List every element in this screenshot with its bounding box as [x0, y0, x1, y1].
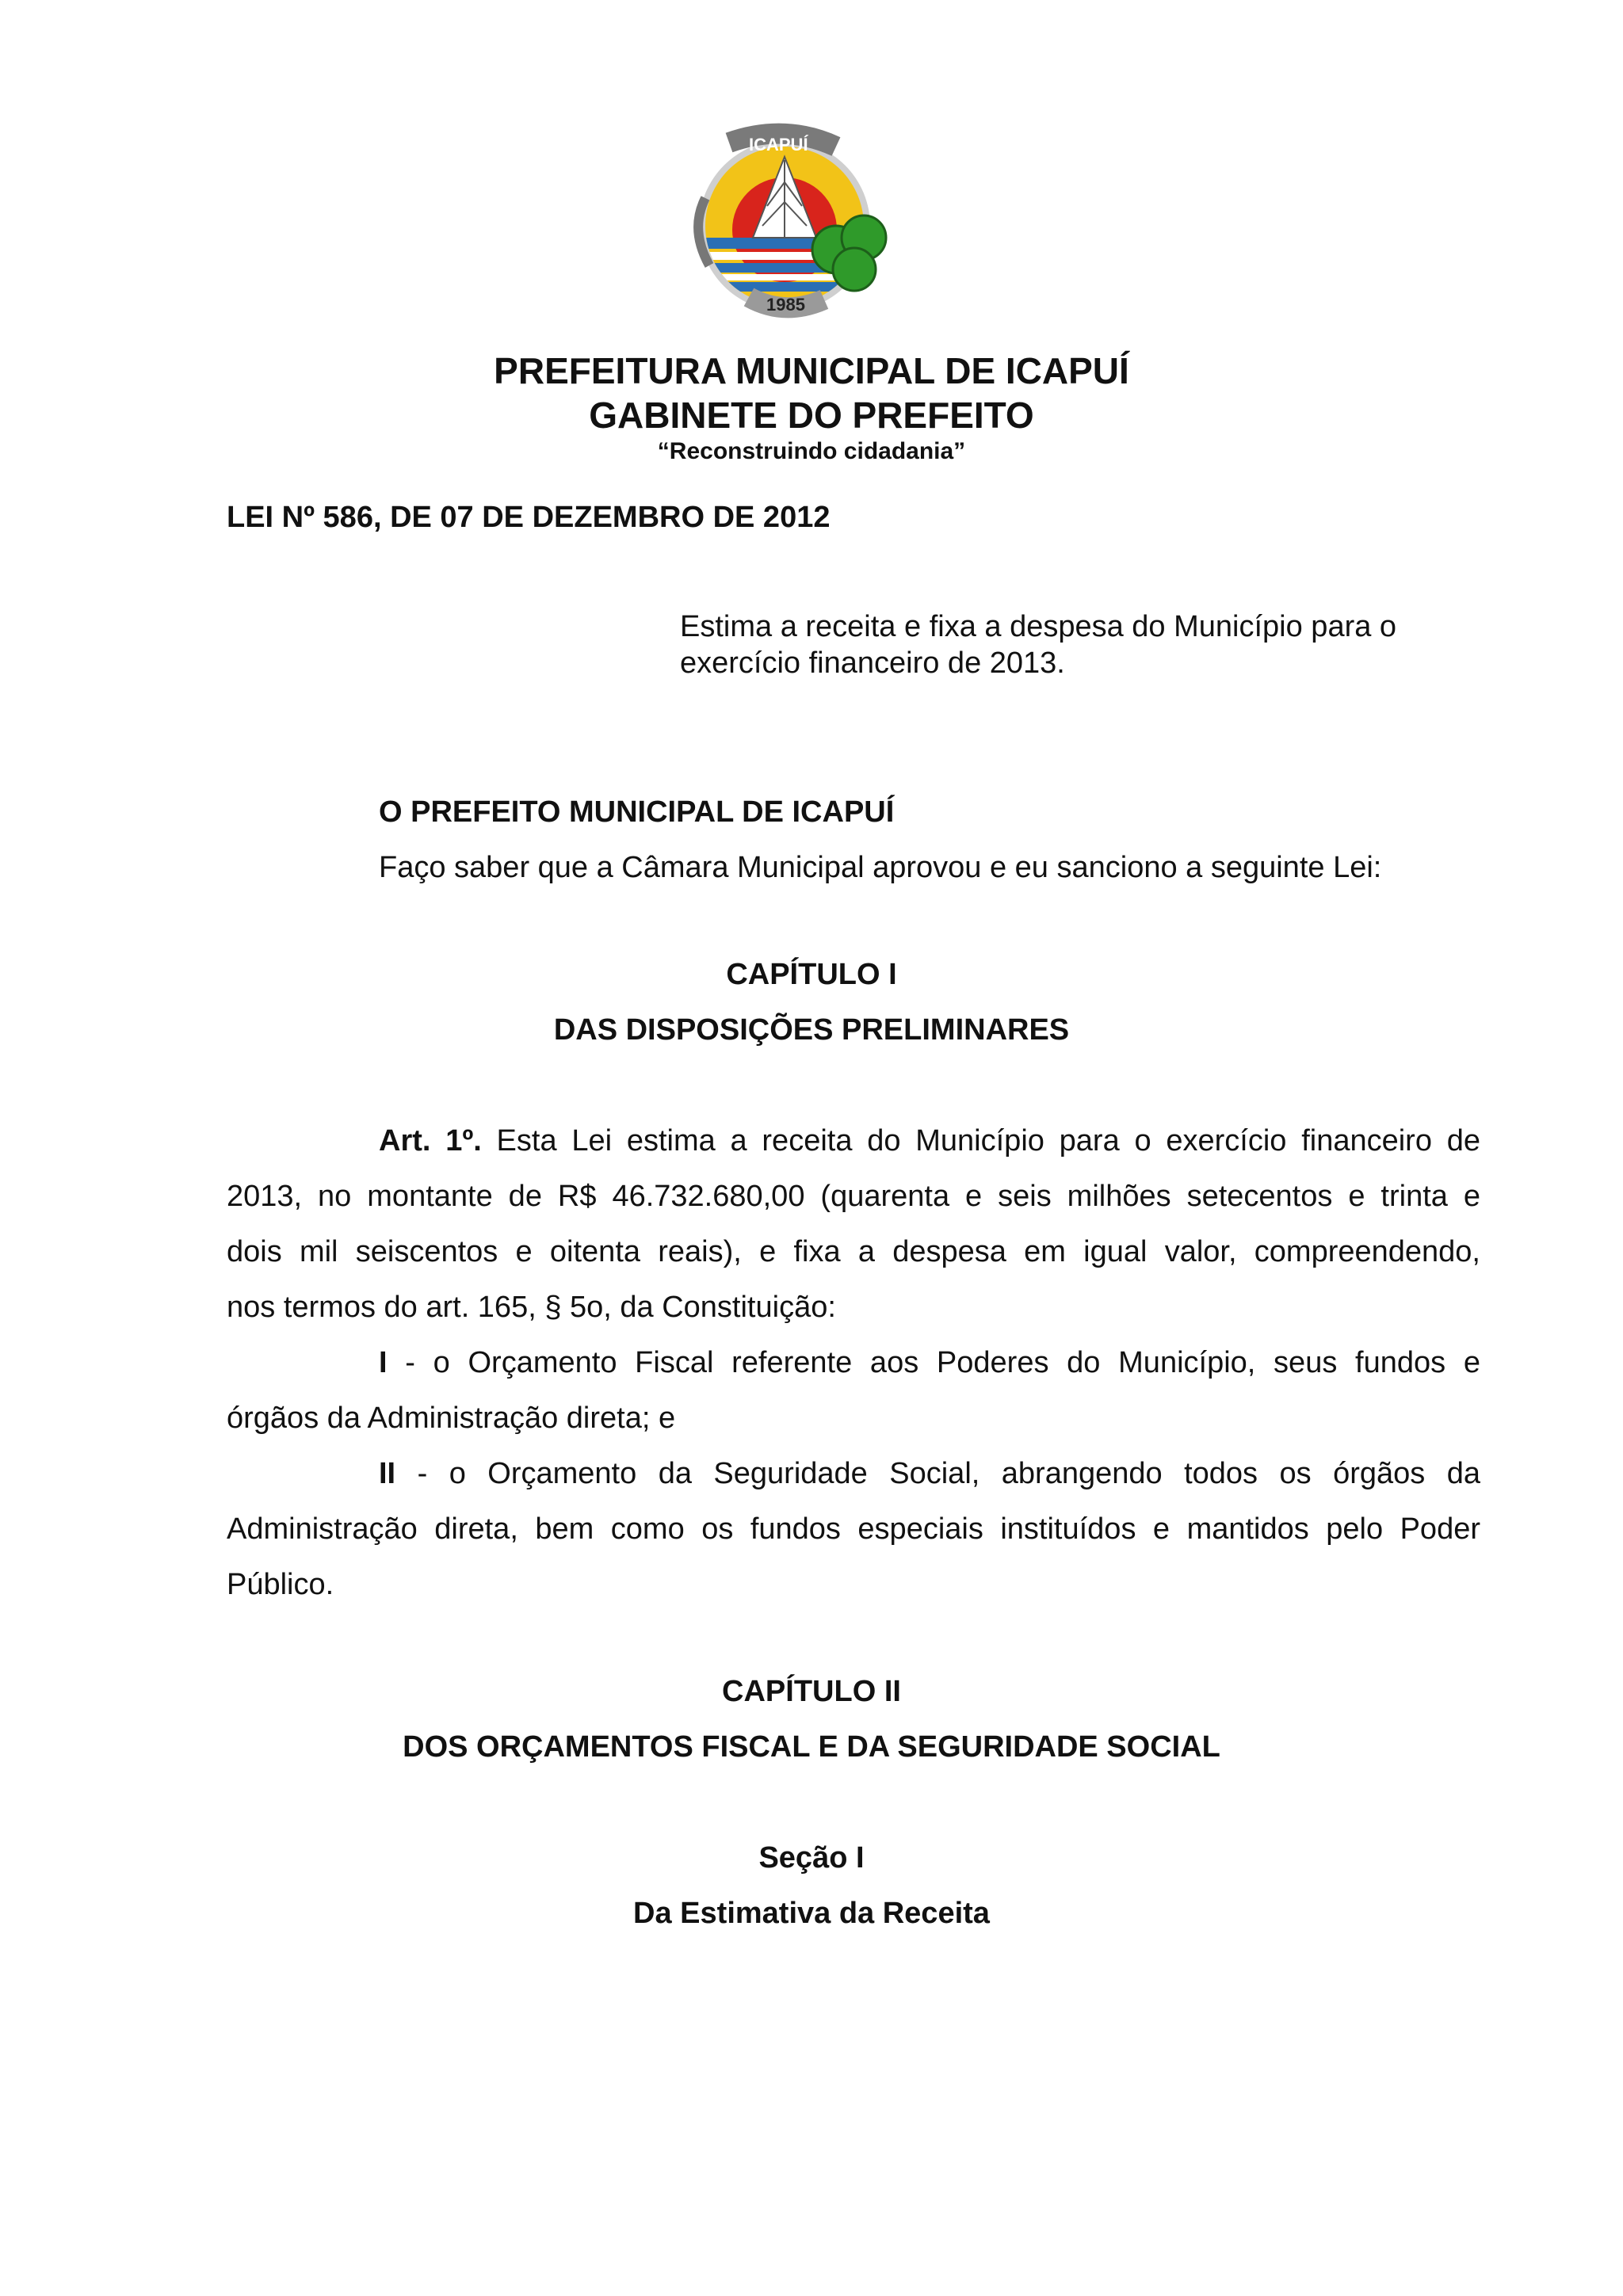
ementa-line-1: Estima a receita e fixa a despesa do Município para o [680, 610, 1397, 643]
item-2-label: II [379, 1457, 396, 1490]
article-1-item-1-line-2: órgãos da Administração direta; e [227, 1402, 676, 1435]
article-1 [227, 1113, 1480, 1612]
header-subtitle: GABINETE DO PREFEITO [589, 395, 1034, 436]
section-1-title: Da Estimativa da Receita [633, 1897, 990, 1930]
article-1-line-1: Art. 1º. Esta Lei estima a receita do Município para o exercício financeiro de [379, 1124, 1480, 1158]
article-1-item-1-line-1: I - o Orçamento Fiscal referente aos Poderes do Município, seus fundos e [379, 1346, 1480, 1379]
article-1-line-2: 2013, no montante de R$ 46.732.680,00 (quarenta e seis milhões setecentos e trinta e [227, 1180, 1480, 1213]
article-1-line-4: nos termos do art. 165, § 5o, da Constituição: [227, 1291, 836, 1324]
article-1-item-2-line-1: II - o Orçamento da Seguridade Social, abrangendo todos os órgãos da [379, 1457, 1481, 1490]
law-ementa [680, 608, 1480, 681]
header-title: PREFEITURA MUNICIPAL DE ICAPUÍ [494, 350, 1129, 391]
article-1-item-2-line-2: Administração direta, bem como os fundos especiais instituídos e mantidos pelo Poder [227, 1512, 1480, 1546]
ementa-line-2: exercício financeiro de 2013. [680, 646, 1065, 680]
logo-text-bottom: 1985 [766, 295, 805, 315]
municipal-coat-of-arms-logo [674, 119, 911, 325]
chapter-2-number: CAPÍTULO II [722, 1675, 901, 1708]
section-1-number: Seção I [758, 1841, 865, 1875]
preamble-authority: O PREFEITO MUNICIPAL DE ICAPUÍ [379, 795, 895, 829]
chapter-2-title: DOS ORÇAMENTOS FISCAL E DA SEGURIDADE SOCIAL [403, 1730, 1220, 1764]
article-1-label: Art. 1º. [379, 1124, 482, 1158]
header-motto: “Reconstruindo cidadania” [657, 438, 966, 464]
preamble-sanction: Faço saber que a Câmara Municipal aprovou e eu sanciono a seguinte Lei: [379, 851, 1382, 884]
logo-text-top: ICAPUÍ [749, 135, 808, 154]
chapter-1-title: DAS DISPOSIÇÕES PRELIMINARES [553, 1013, 1070, 1047]
article-1-item-2-line-3: Público. [227, 1568, 334, 1601]
item-1-label: I [379, 1346, 388, 1379]
chapter-1-number: CAPÍTULO I [726, 958, 897, 991]
law-title: LEI Nº 586, DE 07 DE DEZEMBRO DE 2012 [227, 501, 831, 534]
article-1-line-3: dois mil seiscentos e oitenta reais), e fixa a despesa em igual valor, compreendendo, [227, 1235, 1480, 1268]
